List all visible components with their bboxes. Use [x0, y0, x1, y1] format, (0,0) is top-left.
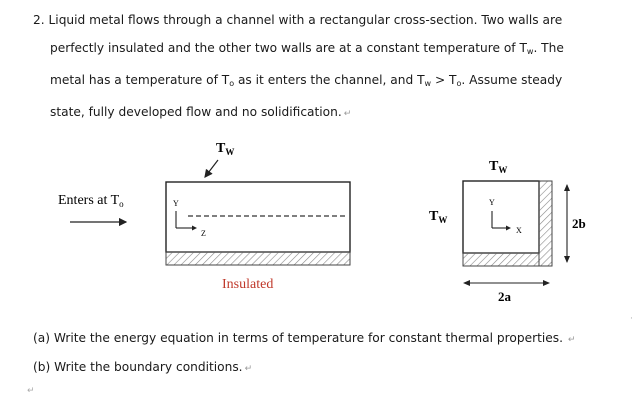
- problem-line-3: metal has a temperature of $T_o$ as it enters the channel, and $T_w > T_o$. Assume steady: [50, 73, 563, 88]
- z-axis-arrowhead: [192, 226, 197, 231]
- problem-line-2: perfectly insulated and the other two walls are at a constant temperature of $T_w$. The: [50, 41, 564, 56]
- question-a: (a) Write the energy equation in terms of temperature for constant thermal properties. ↵: [33, 331, 576, 345]
- channel-rectangle: [166, 182, 350, 252]
- cross-section-square: [463, 181, 539, 253]
- x-axis-arrowhead: [506, 226, 511, 231]
- paragraph-mark-icon: ↵: [343, 109, 352, 119]
- y-axis-label-left: Y: [173, 199, 179, 208]
- tw-label-left-figure: $T_W$: [216, 141, 235, 157]
- problem-line-4: state, fully developed flow and no solidification. ↵: [50, 105, 352, 119]
- problem-line-1: 2. Liquid metal flows through a channel with a rectangular cross-section. Two walls are: [33, 13, 563, 27]
- tw-label-left: $T_W$: [429, 209, 448, 225]
- height-arrow-top: [564, 184, 570, 191]
- width-arrow-right: [543, 280, 550, 286]
- width-label: 2a: [498, 289, 511, 304]
- insulated-label: Insulated: [222, 277, 274, 292]
- x-axis-label: X: [516, 226, 522, 235]
- question-b: (b) Write the boundary conditions. ↵: [33, 360, 253, 374]
- paragraph-mark-icon: ↵: [27, 386, 35, 396]
- tw-pointer-arrow: [205, 160, 218, 177]
- paragraph-mark-icon: ↵: [564, 335, 576, 345]
- y-axis-label-right: Y: [489, 198, 495, 207]
- insulated-right-wall: [539, 181, 552, 266]
- problem-number: 2.: [33, 13, 45, 27]
- channel-cross-section: [429, 159, 586, 304]
- insulated-bottom-wall-cross: [463, 253, 539, 266]
- tw-label-top: $T_W$: [489, 159, 508, 175]
- paragraph-mark-icon: ↵: [244, 364, 253, 374]
- insulated-bottom-wall: [166, 252, 350, 265]
- enters-label: Enters at $T_o$: [58, 193, 124, 209]
- channel-side-view: [58, 141, 350, 292]
- height-label: 2b: [572, 216, 586, 231]
- height-arrow-bottom: [564, 256, 570, 263]
- width-arrow-left: [463, 280, 470, 286]
- z-axis-label: Z: [201, 229, 206, 238]
- margin-dot-icon: ·: [630, 314, 633, 324]
